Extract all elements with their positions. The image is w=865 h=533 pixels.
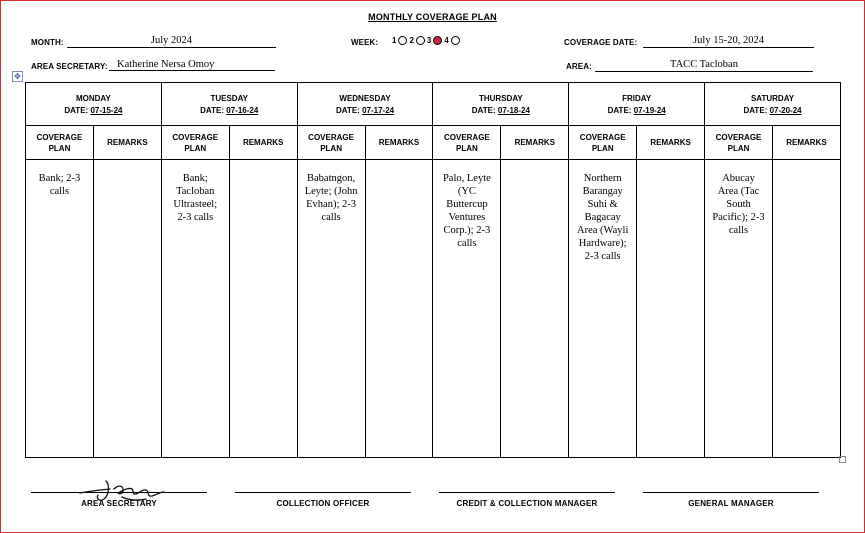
wednesday-plan-cell[interactable] — [297, 160, 365, 458]
day-header-saturday — [705, 83, 841, 126]
plan-text: Bank; Tacloban Ultrasteel; 2-3 calls — [173, 173, 218, 223]
handwritten-signature — [76, 475, 168, 505]
week-1-radio[interactable] — [398, 36, 407, 45]
week-selector — [392, 36, 462, 45]
signatory-label: CREDIT & COLLECTION MANAGER — [456, 499, 598, 508]
month-field[interactable]: July 2024 — [67, 35, 276, 48]
remarks-header: REMARKS — [772, 126, 840, 160]
day-name: SATURDAY — [750, 94, 795, 103]
saturday-remarks-cell[interactable] — [772, 160, 840, 458]
coverage-table — [25, 82, 841, 458]
day-header-monday — [26, 83, 162, 126]
plan-text: Abucay Area (Tac South Pacific); 2-3 calls — [712, 173, 765, 236]
date-label: DATE: — [64, 106, 89, 115]
day-date: 07-17-24 — [362, 106, 395, 115]
remarks-text — [366, 160, 433, 172]
week-3-label: 3 — [426, 36, 432, 45]
remarks-text — [94, 160, 161, 172]
remarks-header: REMARKS — [93, 126, 161, 160]
monday-remarks-cell[interactable] — [93, 160, 161, 458]
coverage-date-field[interactable]: July 15-20, 2024 — [643, 35, 814, 48]
signatory-label: GENERAL MANAGER — [688, 499, 774, 508]
day-name: MONDAY — [75, 94, 111, 103]
area-secretary-label: AREA SECRETARY: — [31, 62, 108, 71]
plan-text: Bank; 2-3 calls — [38, 173, 81, 197]
day-header-tuesday — [161, 83, 297, 126]
remarks-header: REMARKS — [501, 126, 569, 160]
coverage-plan-header: COVERAGE PLAN — [161, 126, 229, 160]
week-label: WEEK: — [351, 38, 379, 47]
date-label: DATE: — [607, 106, 632, 115]
saturday-plan-cell[interactable] — [705, 160, 773, 458]
day-date: 07-20-24 — [769, 106, 802, 115]
wednesday-remarks-cell[interactable] — [365, 160, 433, 458]
day-name: FRIDAY — [622, 94, 652, 103]
friday-remarks-cell[interactable] — [637, 160, 705, 458]
signature-line-credit-collection-manager — [439, 492, 615, 508]
area-field[interactable]: TACC Tacloban — [595, 59, 813, 72]
coverage-plan-header: COVERAGE PLAN — [569, 126, 637, 160]
tuesday-remarks-cell[interactable] — [229, 160, 297, 458]
thursday-remarks-cell[interactable] — [501, 160, 569, 458]
week-4-label: 4 — [444, 36, 449, 45]
signature-line-collection-officer — [235, 492, 411, 508]
day-header-friday — [569, 83, 705, 126]
remarks-header: REMARKS — [365, 126, 433, 160]
day-date: 07-18-24 — [497, 106, 530, 115]
day-date: 07-15-24 — [90, 106, 123, 115]
day-date: 07-16-24 — [226, 106, 259, 115]
monday-plan-cell[interactable] — [26, 160, 94, 458]
date-label: DATE: — [471, 106, 496, 115]
plan-text: Babatngon, Leyte; (John Evhan); 2-3 calls — [304, 173, 358, 223]
date-label: DATE: — [335, 106, 360, 115]
tuesday-plan-cell[interactable] — [161, 160, 229, 458]
remarks-text — [230, 160, 297, 172]
remarks-text — [773, 160, 840, 172]
day-date: 07-19-24 — [633, 106, 666, 115]
date-label: DATE: — [743, 106, 768, 115]
week-2-label: 2 — [409, 36, 414, 45]
week-4-radio[interactable] — [451, 36, 460, 45]
date-label: DATE: — [200, 106, 225, 115]
remarks-text — [501, 160, 568, 172]
signatory-label: AREA SECRETARY — [81, 499, 157, 508]
table-resize-handle[interactable] — [839, 456, 846, 463]
coverage-plan-header: COVERAGE PLAN — [26, 126, 94, 160]
remarks-header: REMARKS — [637, 126, 705, 160]
day-name: TUESDAY — [210, 94, 248, 103]
day-name: THURSDAY — [478, 94, 523, 103]
day-name: WEDNESDAY — [339, 94, 391, 103]
plan-text: Northern Barangay Suhi & Bagacay Area (Wayli Hardware); 2-3 calls — [577, 173, 629, 262]
week-1-label: 1 — [392, 36, 397, 45]
signature-line-general-manager — [643, 492, 819, 508]
week-2-radio[interactable] — [416, 36, 425, 45]
month-label: MONTH: — [31, 38, 64, 47]
area-label: AREA: — [566, 62, 592, 71]
coverage-plan-header: COVERAGE PLAN — [705, 126, 773, 160]
remarks-text — [637, 160, 704, 172]
table-move-handle-icon[interactable]: ✥ — [12, 71, 23, 82]
signatory-label: COLLECTION OFFICER — [276, 499, 370, 508]
day-header-wednesday — [297, 83, 433, 126]
day-header-thursday — [433, 83, 569, 126]
remarks-header: REMARKS — [229, 126, 297, 160]
thursday-plan-cell[interactable] — [433, 160, 501, 458]
week-3-radio[interactable] — [433, 36, 442, 45]
coverage-plan-header: COVERAGE PLAN — [433, 126, 501, 160]
friday-plan-cell[interactable] — [569, 160, 637, 458]
area-secretary-field[interactable]: Katherine Nersa Omoy — [109, 59, 275, 71]
coverage-date-label: COVERAGE DATE: — [564, 38, 638, 47]
page-title: MONTHLY COVERAGE PLAN — [368, 12, 497, 22]
coverage-plan-header: COVERAGE PLAN — [297, 126, 365, 160]
plan-text: Palo, Leyte (YC Buttercup Ventures Corp.); 2-3 calls — [442, 173, 491, 249]
